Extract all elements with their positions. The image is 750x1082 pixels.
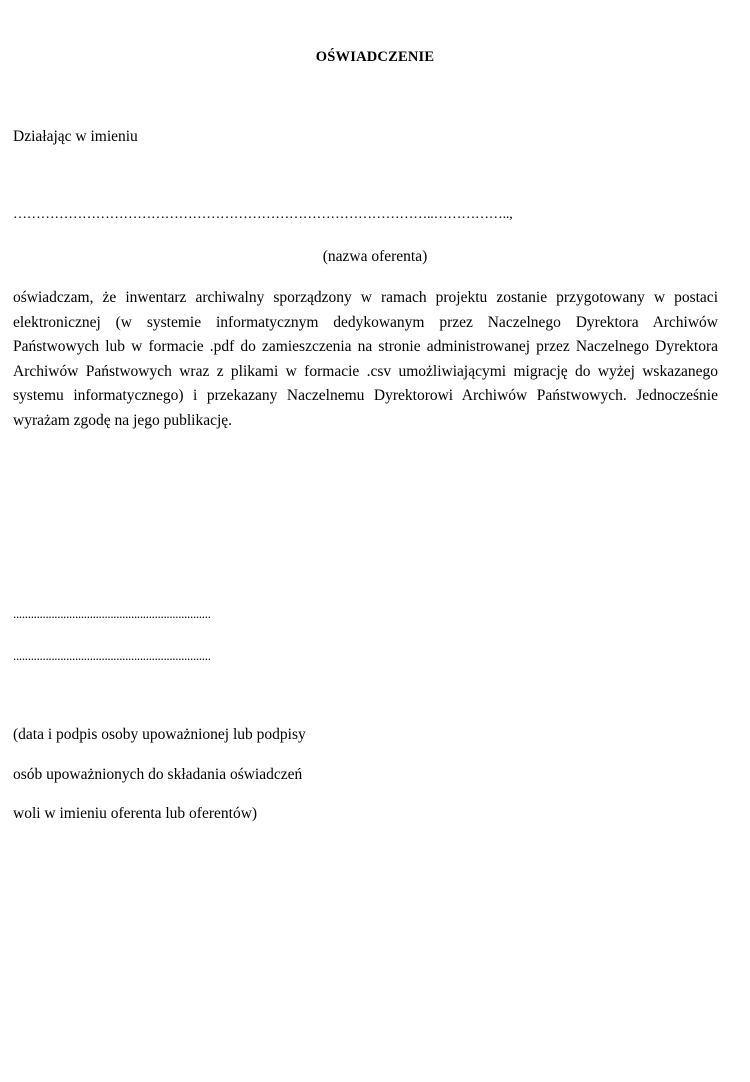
declaration-paragraph: oświadczam, że inwentarz archiwalny sporządzony w ramach projektu zostanie przygotowany w postaci elektronicznej (w systemie informatycznym dedykowanym przez Naczelnego Dyrektora Archiwów Państwowych lub w formacie .pdf do zamieszczenia na stronie administrowanej przez Naczelnego Dyrektora Archiwów Państwowych wraz z plikami w formacie .csv umożliwiającymi migrację do wyżej wskazanego systemu informatycznego) i przekazany Naczelnemu Dyrektorowi Archiwów Państwowych. Jednocześnie wyrażam zgodę na jego publikację. bbox=[13, 289, 718, 429]
bidder-name-caption: (nazwa oferenta) bbox=[322, 248, 428, 265]
signature-note-line-3: woli w imieniu oferenta lub oferentów) bbox=[13, 805, 258, 822]
acting-on-behalf-label: Działając w imieniu bbox=[13, 128, 138, 145]
signature-line-1: ................................................................... bbox=[13, 606, 211, 621]
signature-note-line-1: (data i podpis osoby upoważnionej lub podpisy bbox=[13, 726, 306, 743]
signature-line-2: ................................................................... bbox=[13, 648, 211, 663]
signature-note-line-2: osób upoważnionych do składania oświadczeń bbox=[13, 766, 303, 783]
document-title: OŚWIADCZENIE bbox=[315, 49, 435, 65]
bidder-name-field: ………………………………………………………………………………..…………….., bbox=[13, 207, 513, 222]
